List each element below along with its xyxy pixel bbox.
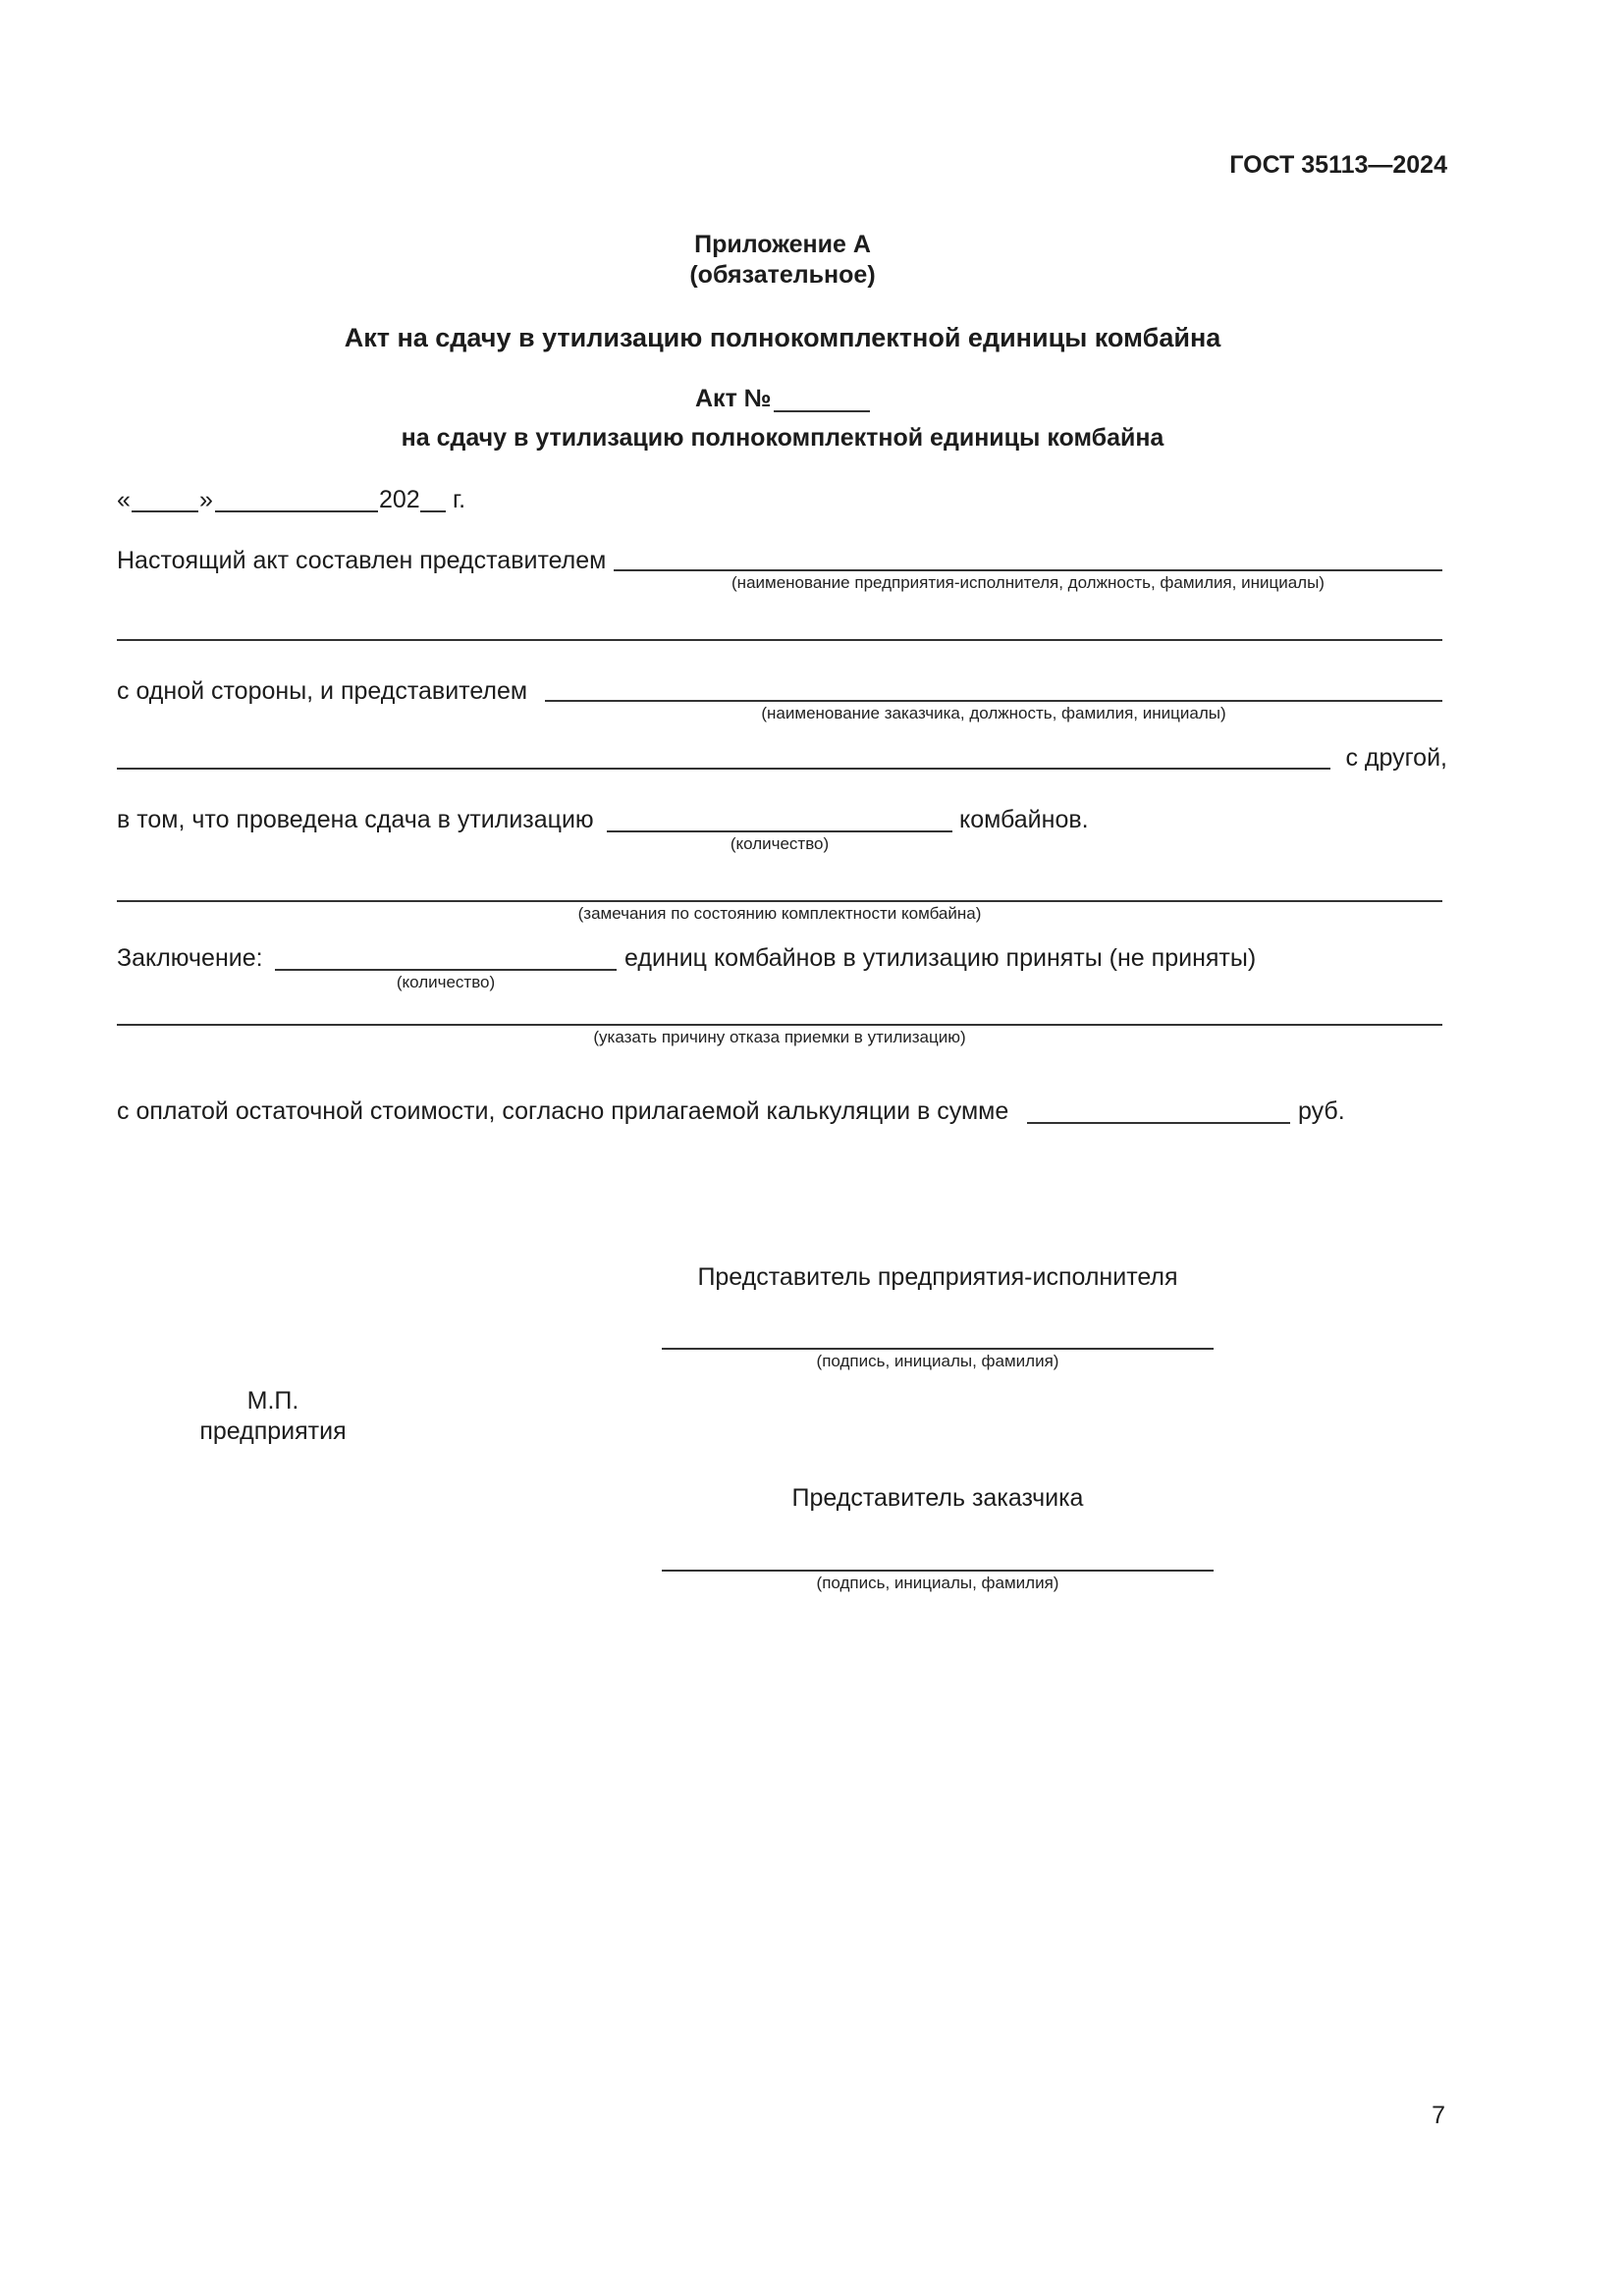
contractor-signature-caption: (подпись, инициалы, фамилия) [816,1352,1059,1370]
remarks-line[interactable] [117,900,1442,902]
act-subtitle: на сдачу в утилизацию полнокомплектной единицы комбайна [401,424,1164,452]
stamp-line-2: предприятия [199,1417,347,1445]
act-number-label: Акт № [695,385,772,412]
customer-rep-line[interactable] [545,700,1442,702]
page-number: 7 [1432,2102,1445,2129]
handover-quantity-caption: (количество) [730,834,830,853]
date-day-line[interactable] [132,510,198,512]
stamp-line-1: М.П. [246,1387,299,1415]
compiled-by-line[interactable] [614,569,1442,571]
appendix-title: Приложение А [694,231,871,258]
contractor-rep-label: Представитель предприятия-исполнителя [697,1263,1178,1291]
handover-label: в том, что проведена сдача в утилизацию [117,806,594,833]
appendix-status: (обязательное) [689,261,876,289]
date-open-quote: « [117,486,131,513]
customer-rep-caption: (наименование заказчика, должность, фамилия, инициалы) [761,704,1226,722]
handover-unit: комбайнов. [959,806,1089,833]
conclusion-quantity-line[interactable] [275,969,617,971]
reason-caption: (указать причину отказа приемки в утилизацию) [593,1028,966,1046]
other-side-label: с другой, [1345,744,1447,772]
date-close-quote: » [199,486,213,513]
reason-line[interactable] [117,1024,1442,1026]
act-number-line[interactable] [774,410,870,412]
conclusion-text: единиц комбайнов в утилизацию приняты (не приняты) [624,944,1257,972]
conclusion-quantity-caption: (количество) [396,973,496,991]
payment-unit: руб. [1298,1097,1345,1125]
one-side-label: с одной стороны, и представителем [117,677,528,705]
standard-number: ГОСТ 35113—2024 [1229,151,1447,179]
contractor-signature-line[interactable] [662,1348,1214,1350]
payment-amount-line[interactable] [1027,1122,1290,1124]
compiled-by-caption: (наименование предприятия-исполнителя, должность, фамилия, инициалы) [731,573,1325,592]
date-year-suffix: г. [453,486,466,513]
compiled-by-line-2[interactable] [117,639,1442,641]
customer-rep-label: Представитель заказчика [791,1484,1084,1512]
date-year-prefix: 202 [379,486,420,513]
date-year-line[interactable] [420,510,446,512]
compiled-by-label: Настоящий акт составлен представителем [117,547,607,574]
customer-signature-caption: (подпись, инициалы, фамилия) [816,1574,1059,1592]
conclusion-label: Заключение: [117,944,263,972]
remarks-caption: (замечания по состоянию комплектности комбайна) [577,904,982,923]
handover-quantity-line[interactable] [607,830,952,832]
document-title: Акт на сдачу в утилизацию полнокомплектной единицы комбайна [344,323,1221,352]
customer-rep-line-2[interactable] [117,768,1330,770]
date-month-line[interactable] [215,510,378,512]
payment-label: с оплатой остаточной стоимости, согласно прилагаемой калькуляции в сумме [117,1097,1009,1125]
customer-signature-line[interactable] [662,1570,1214,1572]
